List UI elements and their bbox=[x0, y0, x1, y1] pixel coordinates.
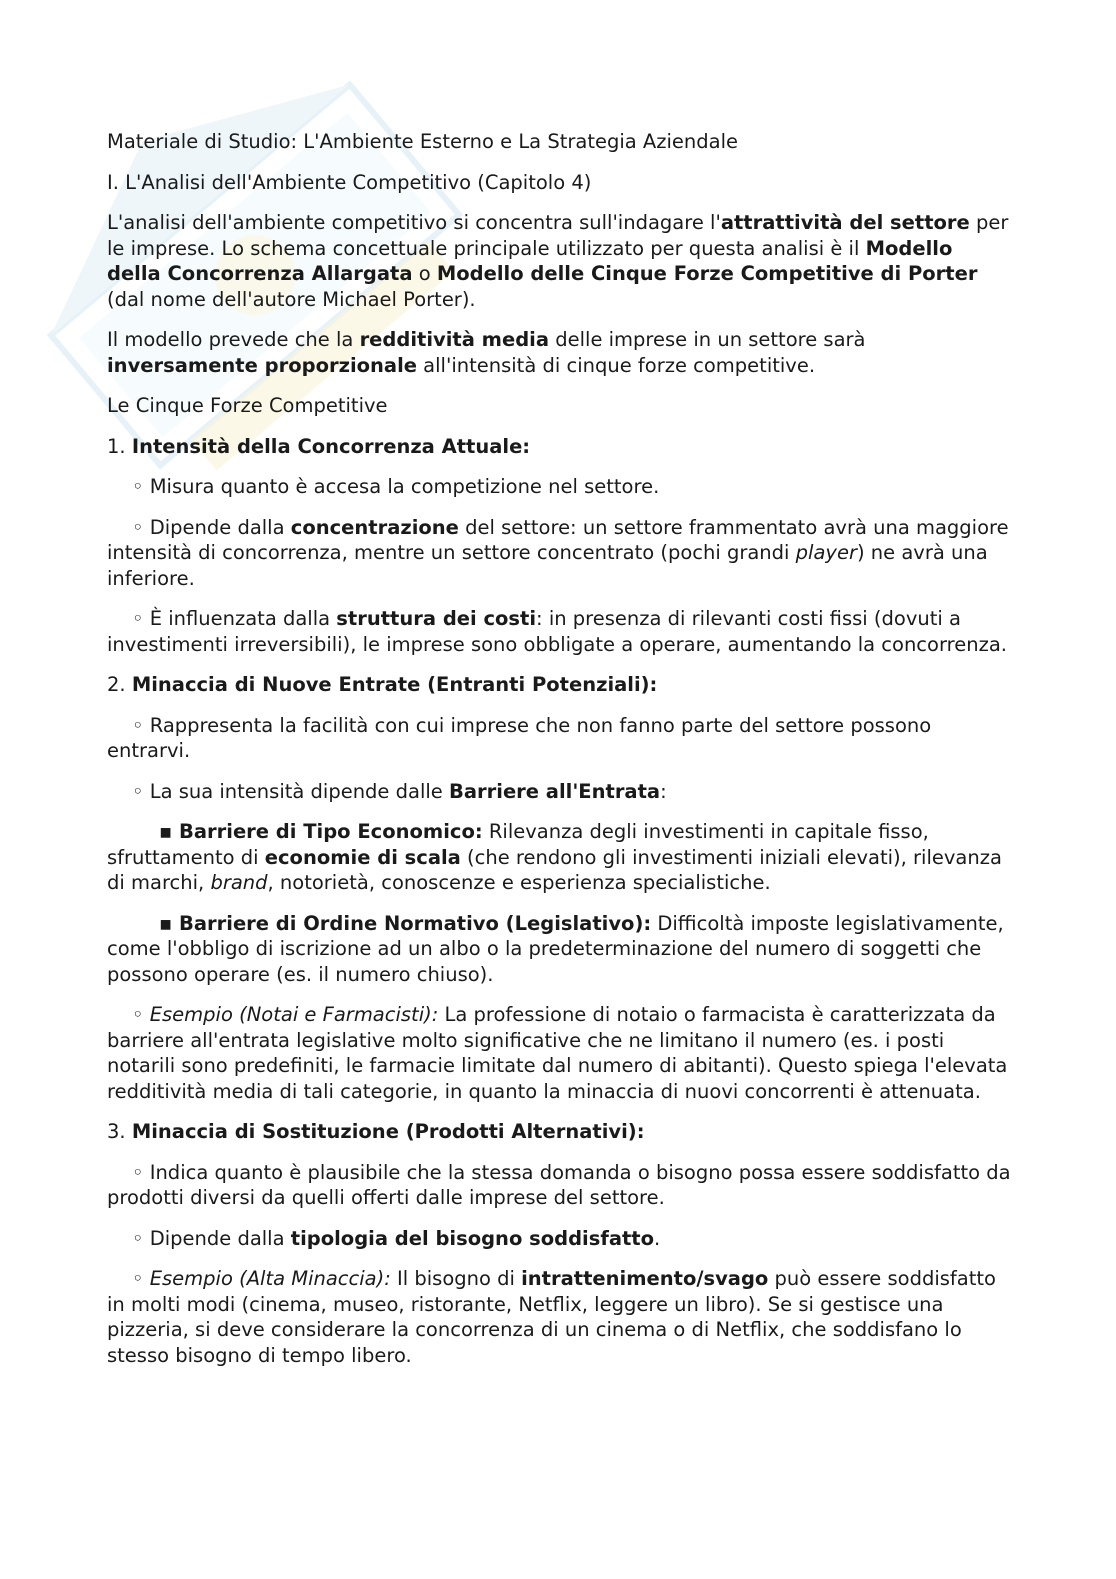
force-1-item bbox=[107, 515, 1012, 592]
document-body bbox=[107, 129, 1012, 1383]
document-title: Materiale di Studio: L'Ambiente Esterno e La Strategia Aziendale bbox=[107, 130, 738, 153]
bold-text: economie di scala bbox=[264, 845, 461, 869]
text-run: Rilevanza degli investimenti in capitale fisso, sfruttamento di bbox=[107, 820, 929, 869]
bold-text: inversamente proporzionale bbox=[107, 353, 417, 377]
text-run: delle imprese in un settore sarà bbox=[549, 328, 866, 351]
force-1-number: 1. bbox=[107, 434, 132, 458]
text-run: ◦ Rappresenta la facilità con cui imprese che non fanno parte del settore possono entrarvi. bbox=[107, 713, 932, 762]
force-3-item bbox=[107, 1160, 1012, 1211]
force-2-item bbox=[107, 713, 1012, 764]
text-run: ◦ È influenzata dalla bbox=[132, 607, 337, 630]
force-1-item bbox=[107, 474, 1012, 500]
force-3-item bbox=[107, 1226, 1012, 1252]
text-run: ◦ bbox=[132, 1003, 150, 1026]
bold-text: intrattenimento/svago bbox=[521, 1267, 769, 1290]
force-3-number: 3. bbox=[107, 1120, 132, 1143]
force-1-item bbox=[107, 606, 1012, 657]
text-run: ) ne avrà una inferiore. bbox=[107, 541, 988, 590]
bold-text: tipologia del bisogno soddisfatto bbox=[290, 1226, 655, 1250]
text-run: ◦ La sua intensità dipende dalle bbox=[132, 779, 449, 803]
text-run: L'analisi dell'ambiente competitivo si concentra sull'indagare l' bbox=[107, 211, 721, 234]
text-run: può essere soddisfatto in molti modi (cinema, museo, ristorante, Netflix, leggere un libro). Se si gestisce una pizzeria, si deve considerare la concorrenza di un cinema o di Netflix, che soddisfano lo stesso bisogno di tempo libero. bbox=[107, 1267, 996, 1367]
force-2-number: 2. bbox=[107, 673, 132, 696]
bold-text: Modello della Concorrenza Allargata bbox=[107, 236, 953, 285]
text-run: ◦ Dipende dalla bbox=[132, 515, 291, 539]
text-run: . bbox=[654, 1226, 661, 1250]
bold-text: concentrazione bbox=[290, 515, 459, 539]
text-run: per le imprese. Lo schema concettuale principale utilizzato per questa analisi è il bbox=[107, 211, 1009, 260]
model-paragraph bbox=[107, 327, 1012, 378]
text-run: La professione di notaio o farmacista è caratterizzata da barriere all'entrata legislative molto significative che ne limitano il numero (es. i posti notarili sono predefiniti, le farmacie limitate dal numero di abitanti). Questo spiega l'elevata redditività media di tali categorie, in quanto la minaccia di nuovi concorrenti è attenuata. bbox=[107, 1003, 1008, 1103]
barrier-economic bbox=[107, 819, 1012, 896]
text-run: ◦ bbox=[132, 1267, 150, 1290]
text-run: Il bisogno di bbox=[390, 1267, 522, 1290]
text-run: del settore: un settore frammentato avrà una maggiore intensità di concorrenza, mentre un settore concentrato (pochi grandi bbox=[107, 515, 1009, 564]
text-run: o bbox=[412, 262, 437, 285]
text-run: Il modello prevede che la bbox=[107, 328, 360, 351]
force-3-item bbox=[107, 1266, 1012, 1368]
bold-text: ▪ Barriere di Ordine Normativo (Legislativo): bbox=[159, 911, 652, 935]
text-run: ◦ Indica quanto è plausibile che la stessa domanda o bisogno possa essere soddisfatto da prodotti diversi da quelli offerti dalle imprese del settore. bbox=[107, 1160, 1011, 1209]
text-run: (che rendono gli investimenti iniziali elevati), rilevanza di marchi, bbox=[107, 845, 1002, 894]
bold-text: redditività media bbox=[359, 328, 550, 351]
force-2-heading bbox=[107, 672, 1012, 698]
bold-text: attrattività del settore bbox=[720, 211, 970, 234]
intro-paragraph bbox=[107, 210, 1012, 312]
section-title: I. L'Analisi dell'Ambiente Competitivo (Capitolo 4) bbox=[107, 170, 592, 194]
text-run: (dal nome dell'autore Michael Porter). bbox=[107, 287, 476, 311]
forces-heading: Le Cinque Forze Competitive bbox=[107, 394, 388, 417]
bold-text: Barriere all'Entrata bbox=[449, 779, 661, 803]
bold-text: ▪ Barriere di Tipo Economico: bbox=[159, 820, 483, 843]
force-1-heading bbox=[107, 434, 1012, 460]
text-run: ◦ Misura quanto è accesa la competizione nel settore. bbox=[132, 475, 660, 498]
text-run: , notorietà, conoscenze e esperienza specialistiche. bbox=[267, 871, 771, 894]
force-2-example bbox=[107, 1002, 1012, 1104]
italic-text: player bbox=[795, 541, 857, 564]
force-2-item bbox=[107, 779, 1012, 805]
text-run: Difficoltà imposte legislativamente, come l'obbligo di iscrizione ad un albo o la predeterminazione del numero di soggetti che possono operare (es. il numero chiuso). bbox=[107, 911, 1004, 986]
bold-text: struttura dei costi bbox=[336, 607, 537, 630]
force-1-title: Intensità della Concorrenza Attuale: bbox=[131, 434, 531, 458]
force-3-heading bbox=[107, 1119, 1012, 1145]
force-3-title: Minaccia di Sostituzione (Prodotti Alternativi): bbox=[131, 1120, 645, 1143]
italic-text: Esempio (Alta Minaccia): bbox=[149, 1267, 391, 1290]
text-run: ◦ Dipende dalla bbox=[132, 1226, 291, 1250]
italic-text: brand bbox=[210, 871, 268, 894]
italic-text: Esempio (Notai e Farmacisti): bbox=[149, 1003, 439, 1026]
text-run: : bbox=[660, 779, 667, 803]
bold-text: Modello delle Cinque Forze Competitive di Porter bbox=[436, 262, 978, 285]
barrier-legislative bbox=[107, 911, 1012, 988]
text-run: : in presenza di rilevanti costi fissi (dovuti a investimenti irreversibili), le imprese sono obbligate a operare, aumentando la concorrenza. bbox=[107, 607, 1007, 656]
force-2-title: Minaccia di Nuove Entrate (Entranti Potenziali): bbox=[131, 673, 658, 696]
text-run: all'intensità di cinque forze competitive. bbox=[416, 353, 816, 377]
